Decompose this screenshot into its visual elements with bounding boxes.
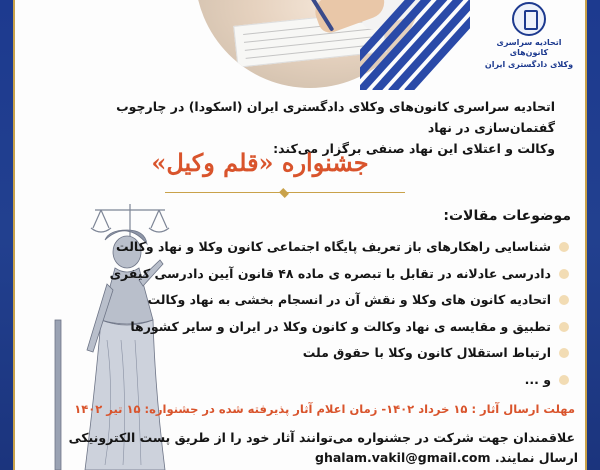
bullet-icon bbox=[559, 322, 569, 332]
contact-email[interactable]: ghalam.vakil@gmail.com bbox=[315, 450, 491, 465]
logo-text-line2: وکلای دادگستری ایران bbox=[484, 60, 574, 69]
topics-title: موضوعات مقالات: bbox=[443, 208, 571, 224]
topic-item: دادرسی عادلانه در تقابل با تبصره ی ماده ۴۸ قانون آیین دادرسی کیفری bbox=[101, 261, 571, 288]
title-divider bbox=[165, 190, 405, 196]
logo-text-line1: اتحادیه سراسری کانون‌های bbox=[496, 38, 562, 57]
topic-item: و ... bbox=[101, 367, 571, 394]
topic-item: شناسایی راهکارهای باز تعریف پایگاه اجتماعی کانون وکلا و نهاد وکالت bbox=[101, 234, 571, 261]
poster bbox=[15, 0, 585, 470]
bullet-icon bbox=[559, 269, 569, 279]
topic-item: اتحادیه کانون های وکلا و نقش آن در انسجام بخشی به نهاد وکالت bbox=[101, 287, 571, 314]
bullet-icon bbox=[559, 242, 569, 252]
right-frame-border bbox=[585, 0, 600, 470]
contact-email-line bbox=[315, 450, 579, 465]
decorative-stripes bbox=[360, 0, 470, 90]
topics-list bbox=[101, 234, 571, 393]
intro-line-2: وکالت و اعتلای این نهاد صنفی برگزار می‌کند: bbox=[273, 141, 555, 156]
deadline-text: مهلت ارسال آثار : ۱۵ خرداد ۱۴۰۲- زمان اعلام آثار پذیرفته شده در جشنواره: ۱۵ تیر ۱۴۰۲ bbox=[74, 402, 575, 416]
intro-line-1: اتحادیه سراسری کانون‌های وکلای دادگستری ایران (اسکودا) در چارچوب گفتمان‌سازی در نهاد bbox=[116, 99, 555, 135]
bullet-icon bbox=[559, 348, 569, 358]
submit-note: علاقمندان جهت شرکت در جشنواره می‌توانند آثار خود را از طریق پست الکترونیکی bbox=[68, 430, 575, 445]
left-frame-border bbox=[0, 0, 15, 470]
email-tail: ارسال نمایند. bbox=[494, 450, 579, 465]
topic-item: تطبیق و مقایسه ی نهاد وکالت و کانون وکلا در ایران و سایر کشورها bbox=[101, 314, 571, 341]
festival-title: جشنواره «قلم وکیل» bbox=[151, 148, 369, 177]
bullet-icon bbox=[559, 295, 569, 305]
association-logo bbox=[479, 2, 579, 70]
topic-item: ارتباط استقلال کانون وکلا با حقوق ملت bbox=[101, 340, 571, 367]
emblem-icon bbox=[512, 2, 546, 36]
bullet-icon bbox=[559, 375, 569, 385]
